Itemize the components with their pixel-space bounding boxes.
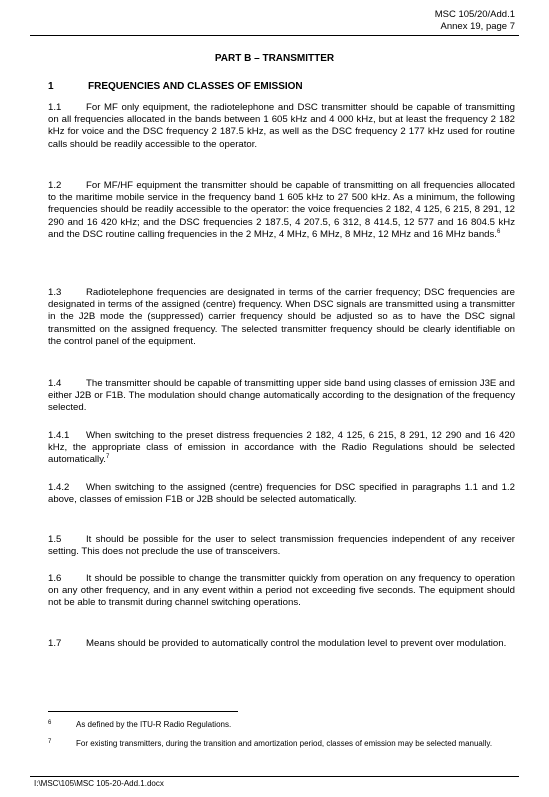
- footnote-reference[interactable]: 7: [105, 454, 110, 461]
- paragraph-1-6: [48, 573, 515, 610]
- footnote-reference[interactable]: 6: [496, 228, 501, 235]
- paragraph-number: 1.4.1: [48, 430, 70, 441]
- paragraph-1-4-1: [48, 430, 515, 467]
- footnote-7: [48, 739, 515, 749]
- paragraph-text: When switching to the assigned (centre) frequencies for DSC specified in paragraphs 1.1 and 1.2 above, classes of emission F1B or J2B should be selected automatically.: [48, 482, 515, 506]
- paragraph-text: The transmitter should be capable of transmitting upper side band using classes of emission J3E and either J2B or F1B. The modulation should change automatically according to the designation of the frequency selected.: [48, 378, 515, 414]
- footnote-text: As defined by the ITU-R Radio Regulations.: [76, 720, 232, 729]
- part-title: PART B – TRANSMITTER: [214, 53, 335, 64]
- footnote-6: [48, 720, 515, 730]
- page-reference: Annex 19, page 7: [440, 21, 515, 32]
- paragraph-number: 1.3: [48, 287, 62, 298]
- paragraph-number: 1.7: [48, 638, 62, 649]
- paragraph-1-2: [48, 180, 515, 241]
- paragraph-number: 1.4: [48, 378, 62, 389]
- document-reference: MSC 105/20/Add.1: [434, 9, 515, 20]
- section-title: FREQUENCIES AND CLASSES OF EMISSION: [88, 81, 303, 92]
- paragraph-1-4: [48, 378, 515, 415]
- paragraph-1-1: [48, 102, 515, 151]
- footnote-mark: 7: [48, 739, 52, 745]
- paragraph-number: 1.2: [48, 180, 62, 191]
- header-divider: [30, 35, 519, 36]
- paragraph-number: 1.1: [48, 102, 62, 113]
- paragraph-1-7: [48, 638, 515, 650]
- paragraph-number: 1.4.2: [48, 482, 70, 493]
- paragraph-number: 1.6: [48, 573, 62, 584]
- paragraph-text: It should be possible for the user to select transmission frequencies independent of any receiver setting. This does not preclude the use of transceivers.: [48, 534, 515, 558]
- paragraph-1-3: [48, 287, 515, 348]
- page-header: [435, 9, 515, 33]
- file-path-footer: I:\MSC\105\MSC 105-20-Add.1.docx: [34, 779, 164, 788]
- paragraph-text: For MF only equipment, the radiotelephone and DSC transmitter should be capable of transmitting on all frequencies allocated in the bands between 1 605 kHz and 4 000 kHz, but at least the frequency 2 182 kHz for voice and the DSC frequency 2 187.5 kHz, as well as the DSC frequency 2 177 kHz used for routine calls should be readily accessible to the operator.: [48, 102, 515, 150]
- paragraph-text: For MF/HF equipment the transmitter should be capable of transmitting on all frequencies allocated to the maritime mobile service in the frequency band 1 605 kHz to 27 500 kHz. As a minimum, the following frequencies should be readily accessible to the operator: the voice frequencies 2 182, 4 125, 6 215, 8 291, 12 290 and 16 420 kHz; and the DSC frequencies 2 187.5, 4 207.5, 6 312, 8 414.5, 12 577 and 16 804.5 kHz and the DSC routine calling frequencies in the 2 MHz, 4 MHz, 6 MHz, 8 MHz, 12 MHz and 16 MHz bands.: [48, 180, 515, 240]
- footnote-mark: 6: [48, 720, 52, 726]
- paragraph-text: Radiotelephone frequencies are designated in terms of the carrier frequency; DSC frequencies are designated in terms of the assigned (centre) frequency. When DSC signals are transmitted using a transmitter in the J2B mode the (suppressed) carrier frequency should be adjusted so as to have the DSC signal transmitted on the assigned frequency. The selected transmitter frequency should be clearly identifiable on the control panel of the equipment.: [48, 287, 515, 347]
- paragraph-1-5: [48, 534, 515, 558]
- section-number: 1: [48, 81, 54, 92]
- paragraph-1-4-2: [48, 482, 515, 506]
- footer-divider: [30, 776, 519, 777]
- section-heading: [48, 81, 303, 92]
- footnote-separator: [48, 711, 238, 712]
- paragraph-number: 1.5: [48, 534, 62, 545]
- paragraph-text: Means should be provided to automatically control the modulation level to prevent over modulation.: [86, 638, 507, 649]
- paragraph-text: It should be possible to change the transmitter quickly from operation on any frequency to operation on any other frequency, and in any event within a period not exceeding five seconds. The equipment should not be able to transmit during channel switching operations.: [48, 573, 515, 609]
- footnote-text: For existing transmitters, during the transition and amortization period, classes of emission may be selected manually.: [76, 739, 493, 748]
- paragraph-text: When switching to the preset distress frequencies 2 182, 4 125, 6 215, 8 291, 12 290 and 16 420 kHz, the appropriate class of emission in accordance with the Radio Regulations should be selected automatically.: [48, 430, 515, 466]
